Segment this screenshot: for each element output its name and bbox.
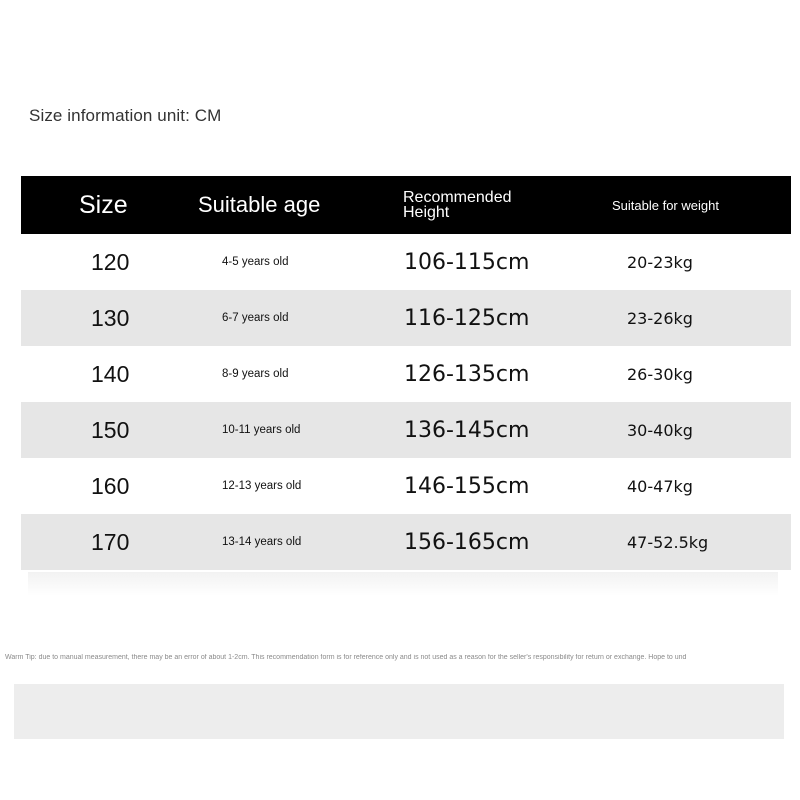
weight-cell: 40-47kg	[627, 476, 693, 496]
age-cell: 13-14 years old	[222, 535, 302, 548]
size-cell: 140	[91, 360, 130, 387]
age-cell: 4-5 years old	[222, 255, 289, 268]
size-cell: 150	[91, 416, 130, 443]
table-row	[21, 458, 791, 514]
weight-cell: 20-23kg	[627, 252, 693, 272]
age-cell: 6-7 years old	[222, 311, 289, 324]
height-cell: 136-145cm	[404, 417, 530, 443]
header-size: Size	[79, 190, 128, 219]
table-shadow	[28, 572, 778, 596]
table-row	[21, 402, 791, 458]
table-row	[21, 234, 791, 290]
weight-cell: 47-52.5kg	[627, 532, 709, 552]
table-row	[21, 290, 791, 346]
age-cell: 12-13 years old	[222, 479, 302, 492]
height-cell: 116-125cm	[404, 305, 530, 331]
header-suitable-age: Suitable age	[198, 192, 321, 217]
age-cell: 10-11 years old	[222, 423, 301, 436]
size-unit-title: Size information unit: CM	[29, 106, 222, 125]
age-cell: 8-9 years old	[222, 367, 289, 380]
table-row	[21, 514, 791, 570]
height-cell: 106-115cm	[404, 249, 530, 275]
header-recommended-height: Recommended Height	[403, 189, 512, 221]
table-header	[21, 176, 791, 234]
bottom-panel	[14, 684, 784, 739]
size-cell: 160	[91, 472, 130, 499]
weight-cell: 26-30kg	[627, 364, 693, 384]
table-row	[21, 346, 791, 402]
size-cell: 170	[91, 528, 130, 555]
height-cell: 126-135cm	[404, 361, 530, 387]
size-chart-table	[21, 176, 791, 570]
header-suitable-weight: Suitable for weight	[612, 197, 719, 213]
size-cell: 120	[91, 248, 130, 275]
weight-cell: 23-26kg	[627, 308, 693, 328]
height-cell: 146-155cm	[404, 473, 530, 499]
height-cell: 156-165cm	[404, 529, 530, 555]
warm-tip-note: Warm Tip: due to manual measurement, there may be an error of about 1-2cm. This recommendation form is for reference only and is not used as a reason for the seller's responsibility for return or exchange. Hope to und	[5, 654, 687, 661]
size-cell: 130	[91, 304, 130, 331]
weight-cell: 30-40kg	[627, 420, 693, 440]
